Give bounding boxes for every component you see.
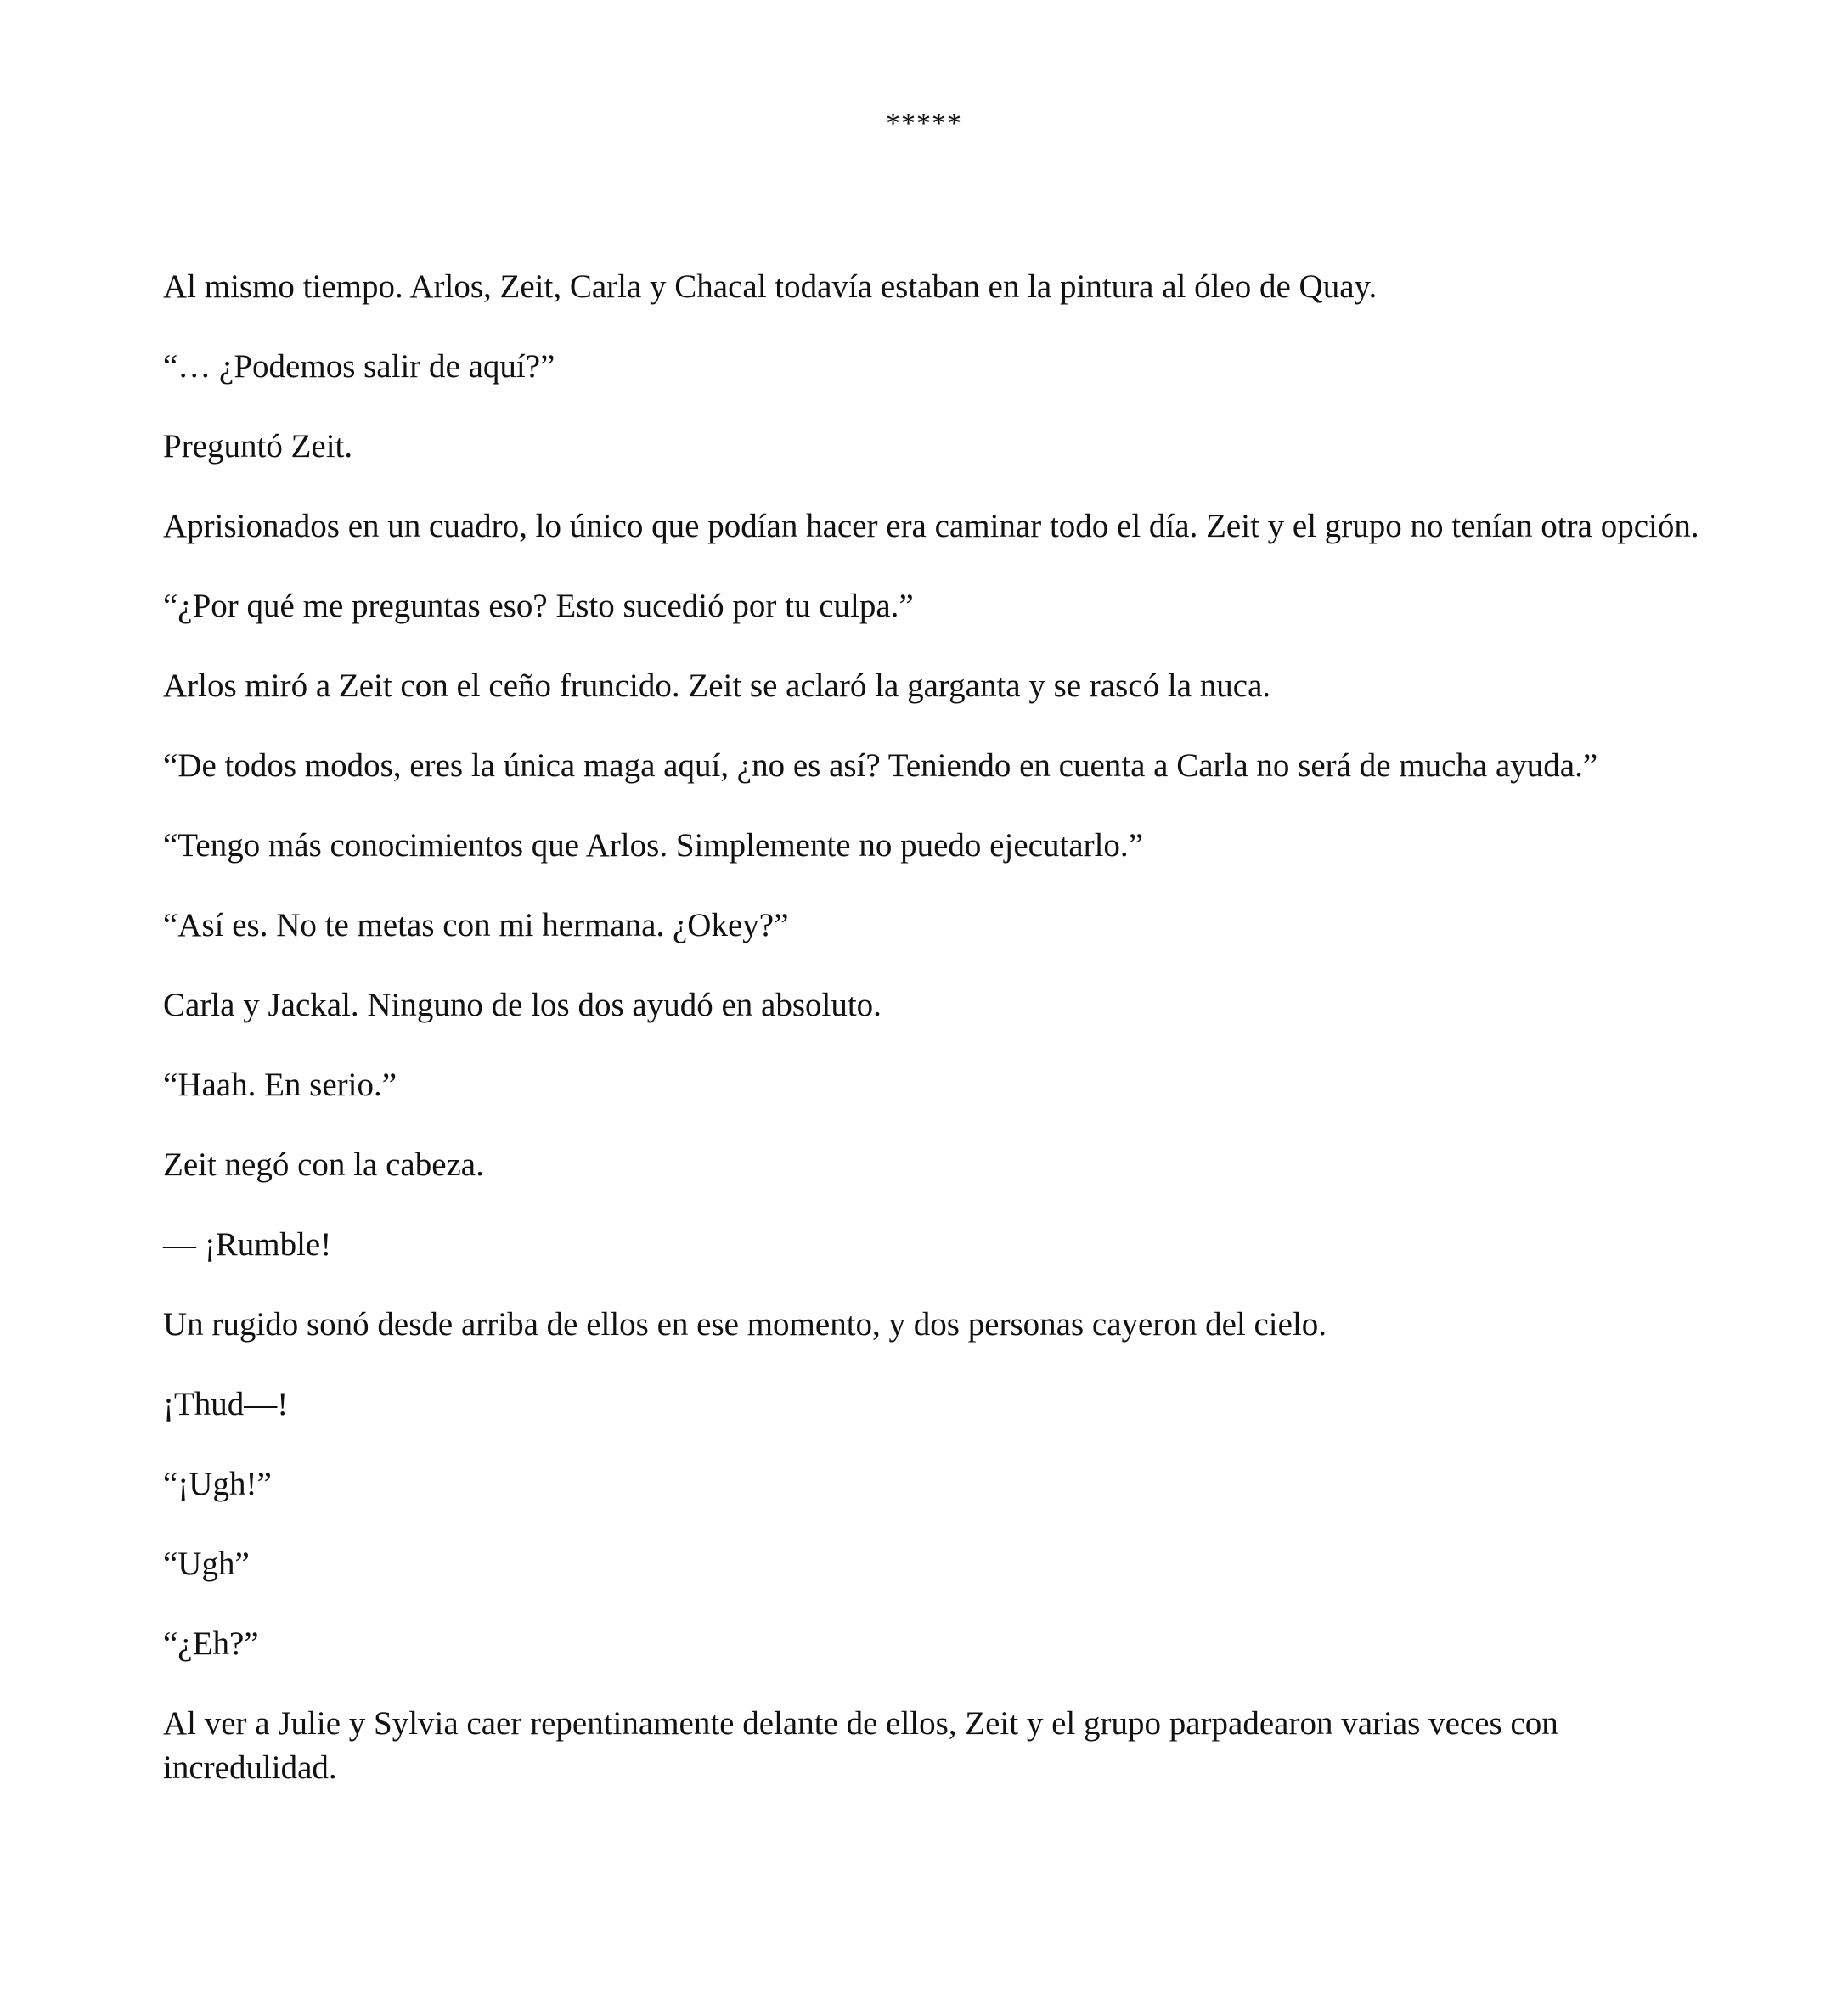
paragraph: “¡Ugh!” (163, 1466, 272, 1502)
paragraph: “Haah. En serio.” (163, 1067, 397, 1103)
document-body (163, 265, 1709, 1826)
paragraph: ¡Thud—! (163, 1386, 289, 1422)
paragraph: “¿Eh?” (163, 1625, 259, 1662)
paragraph: “… ¿Podemos salir de aquí?” (163, 348, 555, 385)
paragraph: “Así es. No te metas con mi hermana. ¿Okey?” (163, 907, 789, 943)
paragraph: Al ver a Julie y Sylvia caer repentinamente delante de ellos, Zeit y el grupo parpadearon varias veces con incredulidad. (163, 1705, 1558, 1786)
paragraph: “Tengo más conocimientos que Arlos. Simplemente no puedo ejecutarlo.” (163, 827, 1143, 864)
paragraph: “Ugh” (163, 1546, 250, 1582)
paragraph: Zeit negó con la cabeza. (163, 1146, 484, 1183)
paragraph: Preguntó Zeit. (163, 428, 353, 465)
paragraph: “¿Por qué me preguntas eso? Esto sucedió por tu culpa.” (163, 588, 914, 624)
paragraph: Al mismo tiempo. Arlos, Zeit, Carla y Chacal todavía estaban en la pintura al óleo de Quay. (163, 268, 1378, 305)
paragraph: — ¡Rumble! (163, 1226, 332, 1263)
paragraph: Carla y Jackal. Ninguno de los dos ayudó en absoluto. (163, 987, 882, 1023)
paragraph: Aprisionados en un cuadro, lo único que podían hacer era caminar todo el día. Zeit y el grupo no tenían otra opción. (163, 508, 1699, 544)
paragraph: Arlos miró a Zeit con el ceño fruncido. Zeit se aclaró la garganta y se rascó la nuca. (163, 667, 1271, 704)
paragraph: Un rugido sonó desde arriba de ellos en ese momento, y dos personas cayeron del cielo. (163, 1306, 1327, 1343)
section-separator: ***** (886, 108, 962, 139)
paragraph: “De todos modos, eres la única maga aquí, ¿no es así? Teniendo en cuenta a Carla no será de mucha ayuda.” (163, 747, 1598, 784)
